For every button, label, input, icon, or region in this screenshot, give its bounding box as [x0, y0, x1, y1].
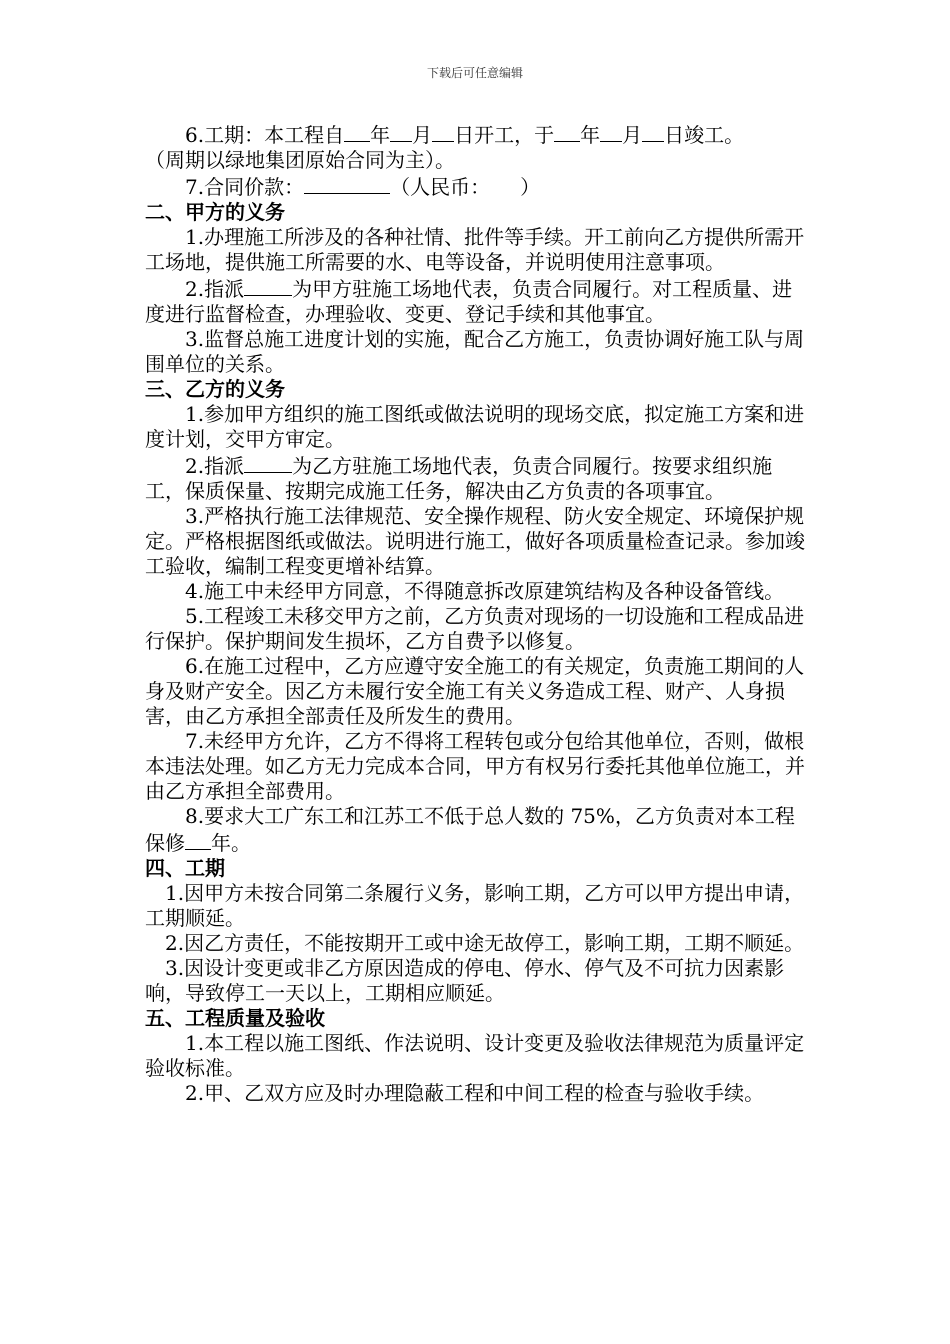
clause-7-contract-price: 7.合同价款： （人民币： ） [185, 175, 541, 199]
quality-item-1: 1.本工程以施工图纸、作法说明、设计变更及验收法律规范为质量评定验收标准。 [145, 1031, 805, 1080]
period-item-3: 3.因设计变更或非乙方原因造成的停电、停水、停气及不可抗力因素影响，导致停工一天以上，工期相应顺延。 [145, 956, 785, 1005]
period-item-1: 1.因甲方未按合同第二条履行义务，影响工期，乙方可以甲方提出申请，工期顺延。 [145, 881, 805, 930]
blank-end-day [642, 121, 664, 142]
blank-contract-price [304, 173, 390, 194]
blank-party-a-representative [244, 275, 292, 296]
blank-end-month [600, 121, 622, 142]
blank-start-year [344, 121, 370, 142]
party-b-item-5: 5.工程竣工未移交甲方之前，乙方负责对现场的一切设施和工程成品进行保护。保护期间发生损坏，乙方自费予以修复。 [145, 604, 805, 653]
party-a-item-3: 3.监督总施工进度计划的实施，配合乙方施工，负责协调好施工队与周围单位的关系。 [145, 327, 805, 376]
section-title-construction-period: 四、工期 [145, 856, 225, 880]
party-b-item-3: 3.严格执行施工法律规范、安全操作规程、防火安全规定、环境保护规定。严格根据图纸或做法。说明进行施工，做好各项质量检查记录。参加竣工验收，编制工程变更增补结算。 [145, 504, 805, 578]
blank-party-b-representative [244, 452, 292, 473]
section-title-party-a: 二、甲方的义务 [145, 200, 285, 224]
party-b-item-8: 8.要求大工广东工和江苏工不低于总人数的 75%，乙方负责对本工程保修 年。 [145, 804, 795, 855]
blank-start-month [390, 121, 412, 142]
blank-start-day [432, 121, 454, 142]
clause-6-note: （周期以绿地集团原始合同为主）。 [145, 148, 455, 172]
quality-item-2: 2.甲、乙双方应及时办理隐蔽工程和中间工程的检查与验收手续。 [185, 1081, 765, 1105]
blank-end-year [554, 121, 580, 142]
party-b-item-6: 6.在施工过程中，乙方应遵守安全施工的有关规定，负责施工期间的人身及财产安全。因乙方未履行安全施工有关义务造成工程、财产、人身损害，由乙方承担全部责任及所发生的费用。 [145, 654, 805, 728]
party-b-item-7: 7.未经甲方允许，乙方不得将工程转包或分包给其他单位，否则，做根本违法处理。如乙方无力完成本合同，甲方有权另行委托其他单位施工，并由乙方承担全部费用。 [145, 729, 805, 803]
party-a-item-1: 1.办理施工所涉及的各种社情、批件等手续。开工前向乙方提供所需开工场地，提供施工所需要的水、电等设备，并说明使用注意事项。 [145, 225, 805, 274]
party-a-item-2: 2.指派 为甲方驻施工场地代表，负责合同履行。对工程质量、进度进行监督检查，办理验收、变更、登记手续和其他事宜。 [145, 277, 793, 326]
section-title-party-b: 三、乙方的义务 [145, 377, 285, 401]
party-b-item-4: 4.施工中未经甲方同意，不得随意拆改原建筑结构及各种设备管线。 [185, 579, 785, 603]
blank-warranty-years [185, 829, 211, 850]
contract-body [145, 121, 810, 1106]
section-title-quality-acceptance: 五、工程质量及验收 [145, 1006, 325, 1030]
page-header: 下载后可任意编辑 [426, 66, 523, 80]
period-item-2: 2.因乙方责任，不能按期开工或中途无故停工，影响工期，工期不顺延。 [165, 931, 805, 955]
party-b-item-2: 2.指派 为乙方驻施工场地代表，负责合同履行。按要求组织施工，保质保量、按期完成施工任务，解决由乙方负责的各项事宜。 [145, 454, 773, 503]
clause-6-construction-period: 6.工期：本工程自 年 月 日开工，于 年 月 日竣工。 [185, 123, 745, 147]
party-b-item-1: 1.参加甲方组织的施工图纸或做法说明的现场交底，拟定施工方案和进度计划，交甲方审定。 [145, 402, 805, 451]
